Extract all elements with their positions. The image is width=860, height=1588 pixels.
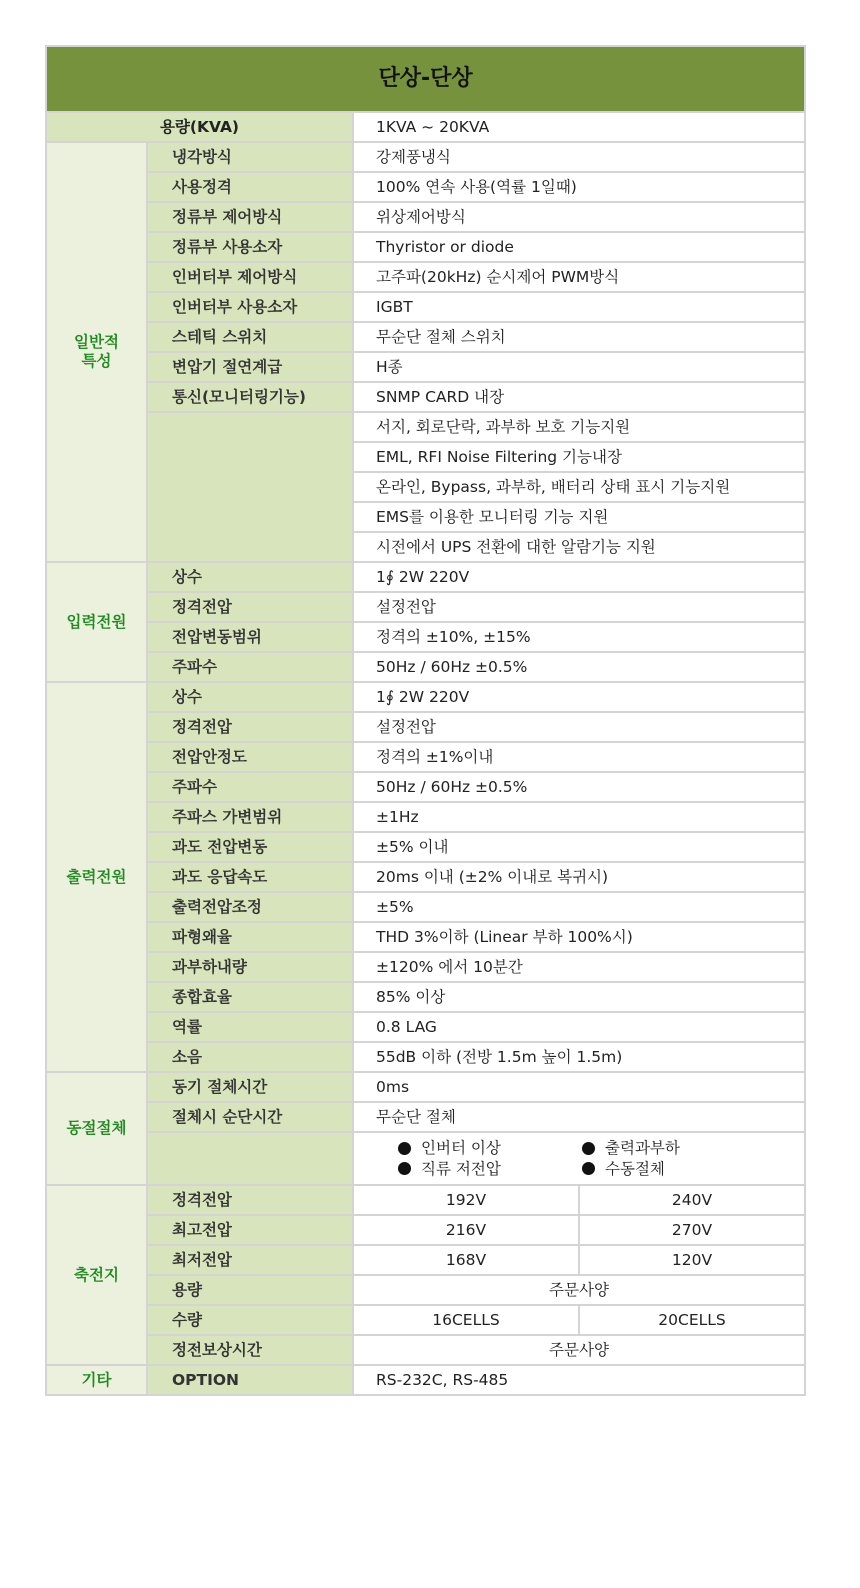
- table-row: [46, 232, 805, 262]
- feature-item: 시전에서 UPS 전환에 대한 알람기능 지원: [353, 532, 805, 562]
- row-value: 설정전압: [353, 712, 805, 742]
- row-label: 정류부 사용소자: [147, 232, 353, 262]
- category-general: 일반적 특성: [46, 142, 147, 562]
- table-row: [46, 802, 805, 832]
- row-value: 0.8 LAG: [353, 1012, 805, 1042]
- bullet-icon: [582, 1142, 595, 1155]
- row-value: ±5%: [353, 892, 805, 922]
- row-label: 전압안정도: [147, 742, 353, 772]
- row-value: 50Hz / 60Hz ±0.5%: [353, 652, 805, 682]
- table-row: [46, 1275, 805, 1305]
- row-value: 주문사양: [353, 1275, 805, 1305]
- feature-item: 서지, 회로단락, 과부하 보호 기능지원: [353, 412, 805, 442]
- row-label: 정격전압: [147, 712, 353, 742]
- row-label: 인버터부 제어방식: [147, 262, 353, 292]
- row-label: 통신(모니터링기능): [147, 382, 353, 412]
- table-row: [46, 382, 805, 412]
- table-row: [46, 1365, 805, 1395]
- row-label: OPTION: [147, 1365, 353, 1395]
- row-value: 위상제어방식: [353, 202, 805, 232]
- table-row: [46, 1102, 805, 1132]
- row-value: ±5% 이내: [353, 832, 805, 862]
- row-label: 용량: [147, 1275, 353, 1305]
- row-label: 정전보상시간: [147, 1335, 353, 1365]
- condition-label: 직류 저전압: [421, 1159, 501, 1178]
- row-value: 무순단 절체: [353, 1102, 805, 1132]
- table-row: [46, 1132, 805, 1185]
- row-label: 종합효율: [147, 982, 353, 1012]
- capacity-value: 1KVA ~ 20KVA: [353, 112, 805, 142]
- row-value: 고주파(20kHz) 순시제어 PWM방식: [353, 262, 805, 292]
- row-label: 스테틱 스위치: [147, 322, 353, 352]
- features-label-blank: [147, 412, 353, 562]
- bullet-icon: [398, 1142, 411, 1155]
- row-label: 전압변동범위: [147, 622, 353, 652]
- table-row: [46, 682, 805, 712]
- row-label: 동기 절체시간: [147, 1072, 353, 1102]
- row-value: 강제풍냉식: [353, 142, 805, 172]
- table-row: [46, 712, 805, 742]
- condition-label: 수동절체: [605, 1159, 665, 1178]
- capacity-label: 용량(KVA): [46, 112, 353, 142]
- bullet-icon: [398, 1162, 411, 1175]
- row-label: 수량: [147, 1305, 353, 1335]
- table-row: [46, 592, 805, 622]
- table-row: [46, 202, 805, 232]
- table-row: [46, 952, 805, 982]
- table-row: [46, 322, 805, 352]
- row-value: 20ms 이내 (±2% 이내로 복귀시): [353, 862, 805, 892]
- category-transfer: 동절절체: [46, 1072, 147, 1185]
- row-value-b: 20CELLS: [579, 1305, 805, 1335]
- table-row: [46, 892, 805, 922]
- table-row: [46, 1335, 805, 1365]
- table-row: [46, 1215, 805, 1245]
- table-row: [46, 412, 805, 442]
- row-label: 출력전압조정: [147, 892, 353, 922]
- row-value: 정격의 ±1%이내: [353, 742, 805, 772]
- row-label: 주파수: [147, 652, 353, 682]
- list-item: [398, 1139, 582, 1158]
- condition-label: 인버터 이상: [421, 1139, 501, 1157]
- row-value: 설정전압: [353, 592, 805, 622]
- row-value-b: 120V: [579, 1245, 805, 1275]
- table-row: [46, 742, 805, 772]
- row-label: 변압기 절연계급: [147, 352, 353, 382]
- row-label: 상수: [147, 682, 353, 712]
- table-row: [46, 622, 805, 652]
- row-value: RS-232C, RS-485: [353, 1365, 805, 1395]
- table-row: [46, 292, 805, 322]
- row-value: 1∮ 2W 220V: [353, 682, 805, 712]
- row-label: 정격전압: [147, 1185, 353, 1215]
- row-label: 소음: [147, 1042, 353, 1072]
- row-value: 무순단 절체 스위치: [353, 322, 805, 352]
- list-item: [582, 1139, 782, 1158]
- row-label: 최고전압: [147, 1215, 353, 1245]
- table-row: [46, 832, 805, 862]
- table-row: [46, 862, 805, 892]
- row-value: IGBT: [353, 292, 805, 322]
- row-value: 0ms: [353, 1072, 805, 1102]
- row-value: 주문사양: [353, 1335, 805, 1365]
- table-title: 단상-단상: [46, 46, 805, 112]
- row-value: THD 3%이하 (Linear 부하 100%시): [353, 922, 805, 952]
- row-value: ±1Hz: [353, 802, 805, 832]
- row-label: 과부하내량: [147, 952, 353, 982]
- table-row: [46, 1305, 805, 1335]
- spec-table: [45, 45, 806, 1396]
- row-value: Thyristor or diode: [353, 232, 805, 262]
- row-value: ±120% 에서 10분간: [353, 952, 805, 982]
- table-row: [46, 922, 805, 952]
- feature-item: EMS를 이용한 모니터링 기능 지원: [353, 502, 805, 532]
- row-value-a: 192V: [353, 1185, 579, 1215]
- row-value-b: 270V: [579, 1215, 805, 1245]
- table-row: [46, 1245, 805, 1275]
- row-label: 과도 전압변동: [147, 832, 353, 862]
- row-label: 주파스 가변범위: [147, 802, 353, 832]
- table-row: [46, 352, 805, 382]
- table-row: [46, 562, 805, 592]
- table-row: [46, 142, 805, 172]
- table-row: [46, 262, 805, 292]
- transfer-conditions: [353, 1132, 805, 1185]
- table-row: [46, 982, 805, 1012]
- row-value: 55dB 이하 (전방 1.5m 높이 1.5m): [353, 1042, 805, 1072]
- category-etc: 기타: [46, 1365, 147, 1395]
- row-value: 정격의 ±10%, ±15%: [353, 622, 805, 652]
- row-label: 과도 응답속도: [147, 862, 353, 892]
- row-value: 100% 연속 사용(역률 1일때): [353, 172, 805, 202]
- row-label: 파형왜율: [147, 922, 353, 952]
- row-label: 사용정격: [147, 172, 353, 202]
- category-battery: 축전지: [46, 1185, 147, 1365]
- feature-item: EML, RFI Noise Filtering 기능내장: [353, 442, 805, 472]
- list-item: [582, 1160, 782, 1179]
- row-label: 주파수: [147, 772, 353, 802]
- row-value: H종: [353, 352, 805, 382]
- table-row: [46, 1185, 805, 1215]
- row-value-a: 16CELLS: [353, 1305, 579, 1335]
- table-row: [46, 1072, 805, 1102]
- category-input: 입력전원: [46, 562, 147, 682]
- row-value-a: 216V: [353, 1215, 579, 1245]
- list-item: [398, 1160, 582, 1179]
- row-label: 최저전압: [147, 1245, 353, 1275]
- table-row: [46, 1012, 805, 1042]
- category-output: 출력전원: [46, 682, 147, 1072]
- table-row: [46, 172, 805, 202]
- table-row: [46, 1042, 805, 1072]
- table-row: [46, 652, 805, 682]
- row-value: 50Hz / 60Hz ±0.5%: [353, 772, 805, 802]
- row-label: 역률: [147, 1012, 353, 1042]
- row-label: 절체시 순단시간: [147, 1102, 353, 1132]
- bullet-icon: [582, 1162, 595, 1175]
- row-label: 정격전압: [147, 592, 353, 622]
- row-value: SNMP CARD 내장: [353, 382, 805, 412]
- row-value-b: 240V: [579, 1185, 805, 1215]
- conditions-list: [376, 1133, 804, 1184]
- row-value: 85% 이상: [353, 982, 805, 1012]
- row-label: 정류부 제어방식: [147, 202, 353, 232]
- feature-item: 온라인, Bypass, 과부하, 배터리 상태 표시 기능지원: [353, 472, 805, 502]
- row-value-a: 168V: [353, 1245, 579, 1275]
- row-label: 냉각방식: [147, 142, 353, 172]
- table-row: [46, 772, 805, 802]
- row-label: 상수: [147, 562, 353, 592]
- row-label: 인버터부 사용소자: [147, 292, 353, 322]
- conditions-label-blank: [147, 1132, 353, 1185]
- row-value: 1∮ 2W 220V: [353, 562, 805, 592]
- condition-label: 출력과부하: [605, 1139, 680, 1157]
